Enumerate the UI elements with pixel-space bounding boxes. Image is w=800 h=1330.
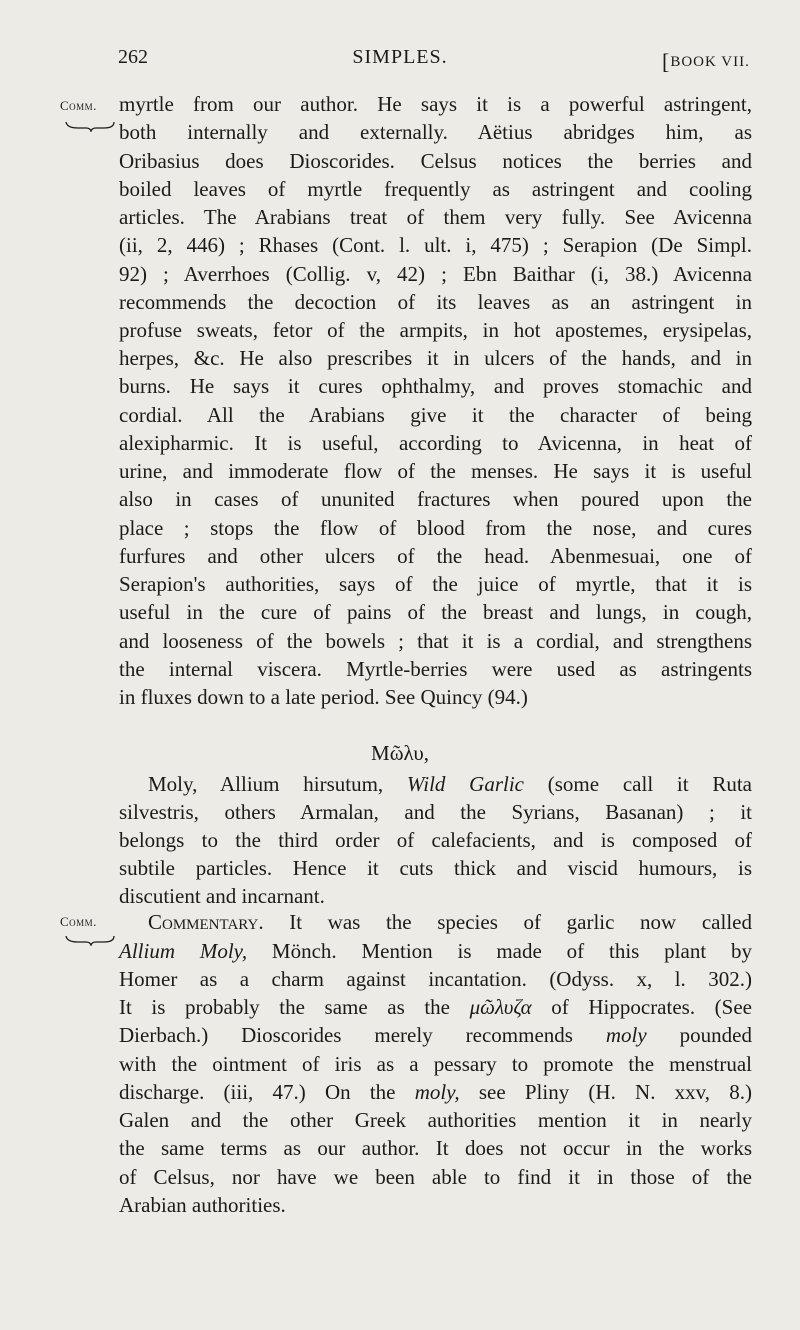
book-label: [BOOK VII. — [662, 49, 750, 74]
text-line: recommends the decoction of its leaves as an astringent in — [119, 290, 752, 314]
margin-note-comm-1: Comm. — [60, 98, 97, 113]
italic-term: Allium Moly, — [119, 939, 248, 963]
text-line: the internal viscera. Myrtle-berries were used as astringents — [119, 657, 752, 681]
margin-brace-1 — [64, 118, 116, 132]
text-line: profuse sweats, fetor of the armpits, in hot apostemes, erysipelas, — [119, 318, 752, 342]
text-line: useful in the cure of pains of the breast and lungs, in cough, — [119, 600, 752, 624]
text-line: Arabian authorities. — [119, 1193, 286, 1217]
text-line: herpes, &c. He also prescribes it in ulcers of the hands, and in — [119, 346, 752, 370]
book-label-text: BOOK VII. — [670, 54, 750, 70]
margin-brace-2 — [64, 932, 116, 946]
text-line: Dierbach.) Dioscorides merely recommends moly pounded — [119, 1023, 752, 1047]
page-number: 262 — [118, 46, 148, 68]
text-line: Galen and the other Greek authorities mention it in nearly — [119, 1108, 752, 1132]
text-line: discutient and incarnant. — [119, 884, 325, 908]
text-line: silvestris, others Armalan, and the Syrians, Basanan) ; it — [119, 800, 752, 824]
text-line: (ii, 2, 446) ; Rhases (Cont. l. ult. i, 475) ; Serapion (De Simpl. — [119, 233, 752, 257]
text-line: Moly, Allium hirsutum, Wild Garlic (some call it Ruta — [148, 772, 752, 796]
text-line: Commentary. It was the species of garlic now called — [148, 910, 752, 934]
text-line: 92) ; Averrhoes (Collig. v, 42) ; Ebn Baithar (i, 38.) Avicenna — [119, 262, 752, 286]
text-line: with the ointment of iris as a pessary to promote the menstrual — [119, 1052, 752, 1076]
commentary-label: Commentary. — [148, 910, 264, 934]
italic-term: Wild Garlic — [406, 772, 525, 796]
text-line: cordial. All the Arabians give it the character of being — [119, 403, 752, 427]
section-heading-greek: Μῶλυ, — [371, 741, 429, 765]
text-line: both internally and externally. Aëtius abridges him, as — [119, 120, 752, 144]
text-line: Oribasius does Dioscorides. Celsus notices the berries and — [119, 149, 752, 173]
italic-term: moly, — [414, 1080, 460, 1104]
text-line: Allium Moly, Mönch. Mention is made of this plant by — [119, 939, 752, 963]
text-line: also in cases of ununited fractures when poured upon the — [119, 487, 752, 511]
text-line: Homer as a charm against incantation. (Odyss. x, l. 302.) — [119, 967, 752, 991]
text-line: discharge. (iii, 47.) On the moly, see Pliny (H. N. xxv, 8.) — [119, 1080, 752, 1104]
text-line: furfures and other ulcers of the head. Abenmesuai, one of — [119, 544, 752, 568]
text-line: alexipharmic. It is useful, according to Avicenna, in heat of — [119, 431, 752, 455]
text-line: place ; stops the flow of blood from the nose, and cures — [119, 516, 752, 540]
text-line: articles. The Arabians treat of them very fully. See Avicenna — [119, 205, 752, 229]
italic-term: moly — [605, 1023, 647, 1047]
text-line: of Celsus, nor have we been able to find it in those of the — [119, 1165, 752, 1189]
greek-term: μῶλυζα — [469, 995, 532, 1019]
running-header — [0, 46, 800, 76]
running-title: SIMPLES. — [352, 46, 448, 68]
text-line: the same terms as our author. It does not occur in the works — [119, 1136, 752, 1160]
text-line: It is probably the same as the μῶλυζα of Hippocrates. (See — [119, 995, 752, 1019]
text-line: and looseness of the bowels ; that it is a cordial, and strengthens — [119, 629, 752, 653]
text-line: myrtle from our author. He says it is a powerful astringent, — [119, 92, 752, 116]
text-line: in fluxes down to a late period. See Quincy (94.) — [119, 685, 528, 709]
text-line: burns. He says it cures ophthalmy, and proves stomachic and — [119, 374, 752, 398]
text-line: boiled leaves of myrtle frequently as astringent and cooling — [119, 177, 752, 201]
text-line: belongs to the third order of calefacients, and is composed of — [119, 828, 752, 852]
text-line: Serapion's authorities, says of the juice of myrtle, that it is — [119, 572, 752, 596]
text-line: subtile particles. Hence it cuts thick and viscid humours, is — [119, 856, 752, 880]
text-line: urine, and immoderate flow of the menses. He says it is useful — [119, 459, 752, 483]
margin-note-comm-2: Comm. — [60, 914, 97, 929]
